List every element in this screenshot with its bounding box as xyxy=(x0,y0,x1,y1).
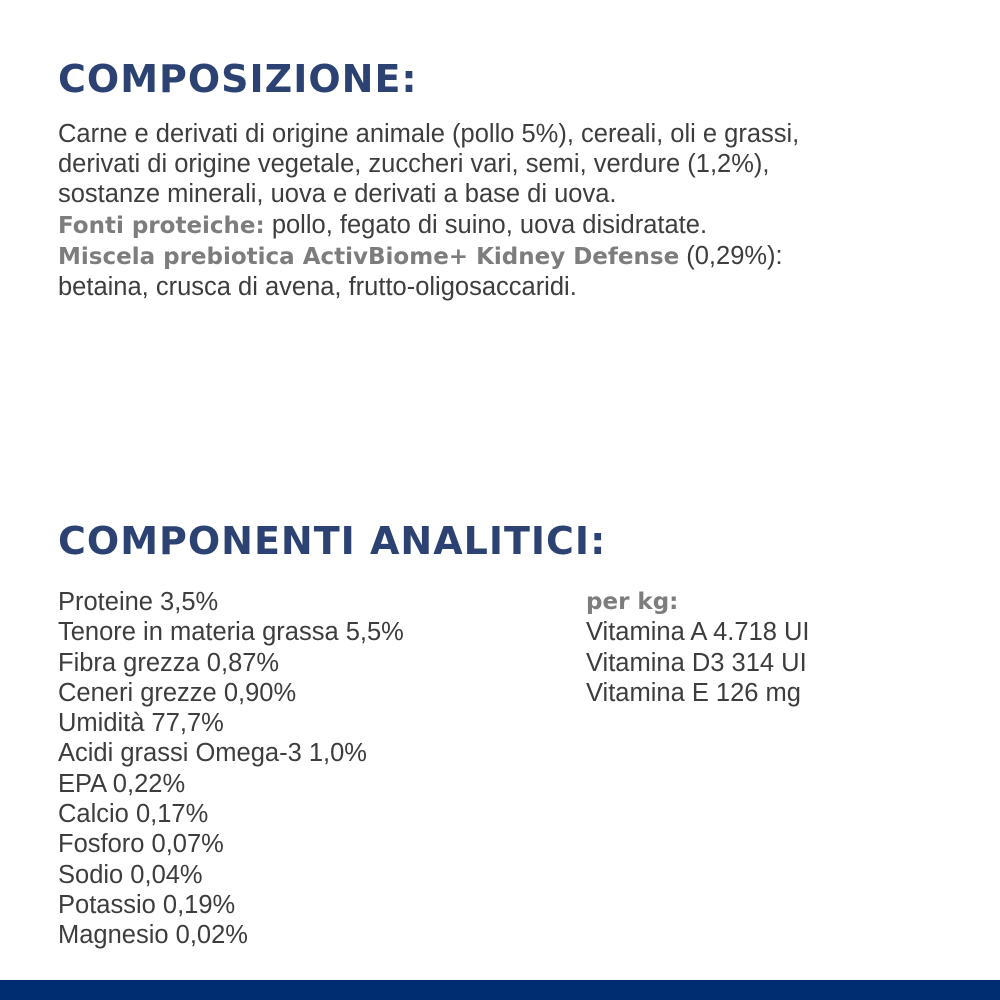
prebiotic-blend-line xyxy=(58,241,988,272)
protein-sources-line xyxy=(58,210,988,241)
analytical-item: Sodio 0,04% xyxy=(58,860,203,889)
analytical-heading: COMPONENTI ANALITICI: xyxy=(58,519,607,563)
analytical-item: Potassio 0,19% xyxy=(58,890,236,919)
analytical-item: Tenore in materia grassa 5,5% xyxy=(58,618,404,647)
prebiotic-blend-value: (0,29%): xyxy=(679,241,783,270)
vitamin-item: Vitamina E 126 mg xyxy=(586,678,801,707)
analytical-item: Proteine 3,5% xyxy=(58,588,219,616)
analytical-item: Fosforo 0,07% xyxy=(58,830,224,859)
per-kg-label: per kg: xyxy=(586,589,679,615)
analytical-item: Umidità 77,7% xyxy=(58,709,224,738)
prebiotic-blend-label: Miscela prebiotica ActivBiome+ Kidney Defense xyxy=(58,243,680,270)
composition-line: Carne e derivati di origine animale (pollo 5%), cereali, oli e grassi, xyxy=(58,120,800,148)
composition-heading: COMPOSIZIONE: xyxy=(58,57,418,101)
analytical-item: Calcio 0,17% xyxy=(58,800,209,829)
prebiotic-blend-continuation: betaina, crusca di avena, frutto-oligosaccaridi. xyxy=(58,273,577,302)
protein-sources-value: pollo, fegato di suino, uova disidratate. xyxy=(264,210,708,239)
composition-line: sostanze minerali, uova e derivati a base di uova. xyxy=(58,180,617,209)
analytical-item: Magnesio 0,02% xyxy=(58,921,248,950)
vitamins-per-kg xyxy=(586,587,810,708)
vitamin-item: Vitamina A 4.718 UI xyxy=(586,618,810,647)
composition-text xyxy=(58,119,988,302)
analytical-item: EPA 0,22% xyxy=(58,769,186,798)
bottom-brand-bar xyxy=(0,980,1000,1000)
analytical-item: Ceneri grezze 0,90% xyxy=(58,678,297,707)
composition-line: derivati di origine vegetale, zuccheri vari, semi, verdure (1,2%), xyxy=(58,150,770,179)
analytical-list xyxy=(58,587,404,951)
vitamin-list xyxy=(586,617,810,708)
protein-sources-label: Fonti proteiche: xyxy=(58,212,265,239)
vitamin-item: Vitamina D3 314 UI xyxy=(586,648,807,677)
analytical-item: Acidi grassi Omega-3 1,0% xyxy=(58,739,367,768)
analytical-item: Fibra grezza 0,87% xyxy=(58,648,280,677)
